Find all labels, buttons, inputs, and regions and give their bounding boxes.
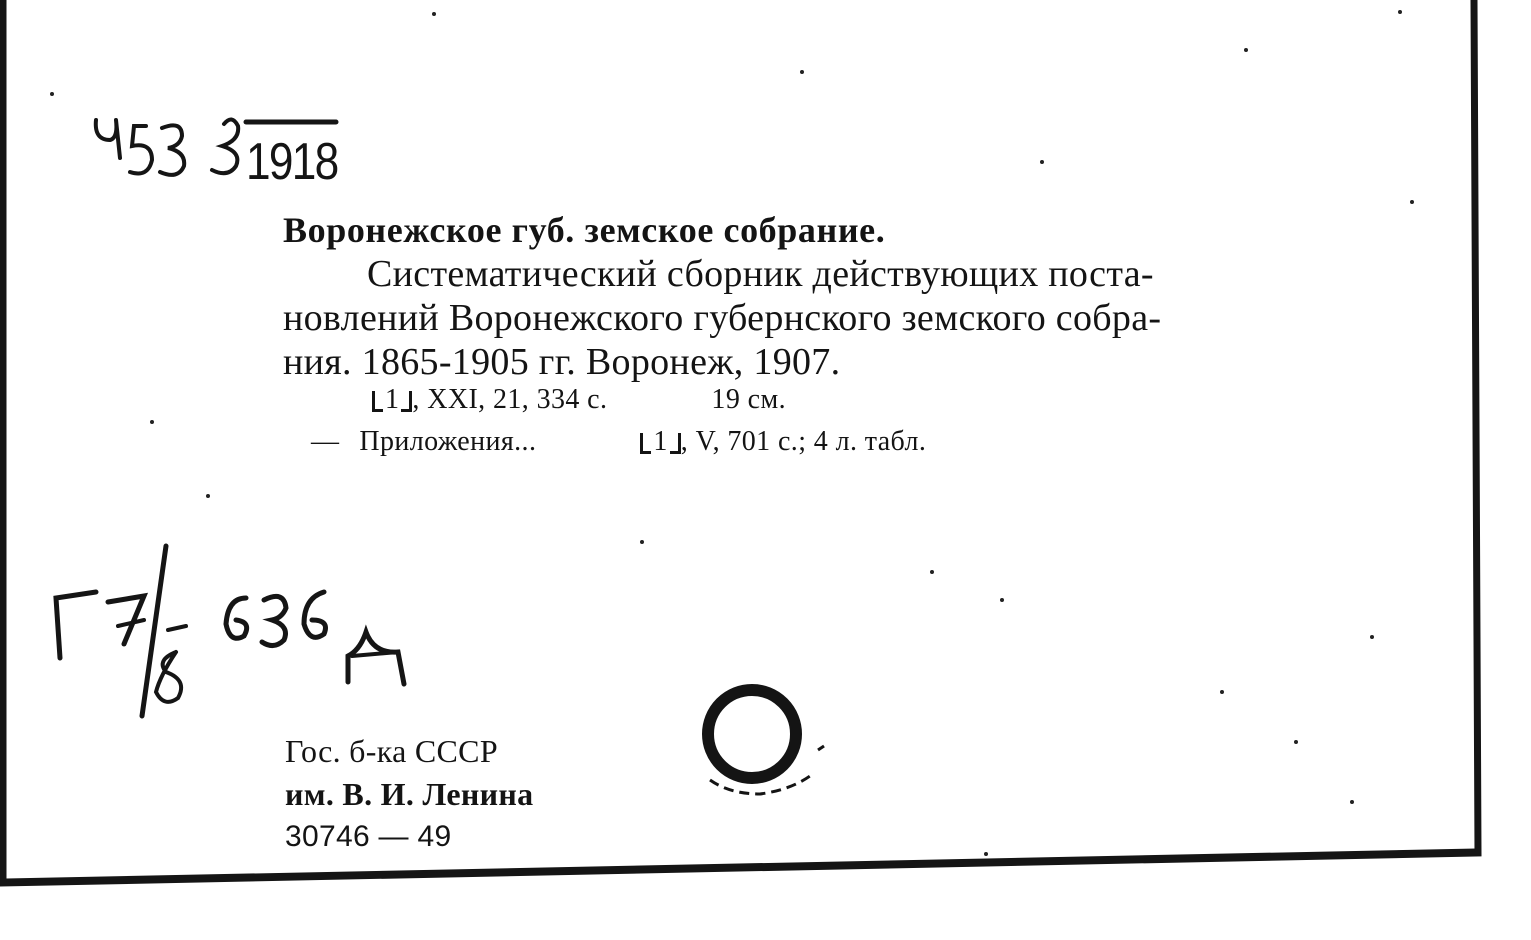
speck [800, 70, 804, 74]
speck [1244, 48, 1248, 52]
collation-size: 19 см. [711, 384, 786, 415]
punch-hole-icon [690, 676, 840, 806]
shelf-mark [48, 540, 428, 730]
supplement-bracket [640, 428, 680, 456]
collation-bracket [372, 386, 412, 414]
collation-bracket-number: 1 [385, 384, 400, 415]
speck [1410, 200, 1414, 204]
stamp-line-2: им. В. И. Ленина [285, 776, 534, 812]
speck [150, 420, 154, 424]
entry-title-line: новлений Воронежского губернского земского собра- [283, 297, 1162, 339]
speck [640, 540, 644, 544]
speck [1040, 160, 1044, 164]
speck [930, 570, 934, 574]
supplement-pages: V, 701 с.; 4 л. табл. [695, 426, 927, 457]
entry-supplement: — Приложения... 1 , V, 701 с.; 4 л. табл. [311, 426, 927, 457]
speck [1220, 690, 1224, 694]
speck [1398, 10, 1402, 14]
entry-title-line: ния. 1865-1905 гг. Воронеж, 1907. [283, 341, 841, 383]
speck [1294, 740, 1298, 744]
entry-collation: 1 , XXI, 21, 334 с. 19 см. [372, 386, 786, 414]
speck [1370, 635, 1374, 639]
entry-title-line: Систематический сборник действующих поста- [367, 253, 1154, 295]
speck [432, 12, 436, 16]
supplement-title: Приложения... [359, 426, 537, 457]
entry-heading: Воронежское губ. земское собрание. [283, 210, 886, 250]
speck [206, 494, 210, 498]
speck [1000, 598, 1004, 602]
call-number [86, 100, 366, 200]
speck [1350, 800, 1354, 804]
speck [50, 92, 54, 96]
supplement-bracket-number: 1 [653, 426, 668, 457]
stamp-line-1: Гос. б-ка СССР [285, 733, 498, 769]
speck [984, 852, 988, 856]
supplement-dash: — [311, 426, 340, 457]
shelf-mark-handwriting [48, 540, 428, 730]
call-number-year: 1918 [246, 133, 338, 191]
stamp-line-3: 30746 — 49 [285, 820, 452, 853]
collation-pages: XXI, 21, 334 с. [427, 384, 608, 415]
